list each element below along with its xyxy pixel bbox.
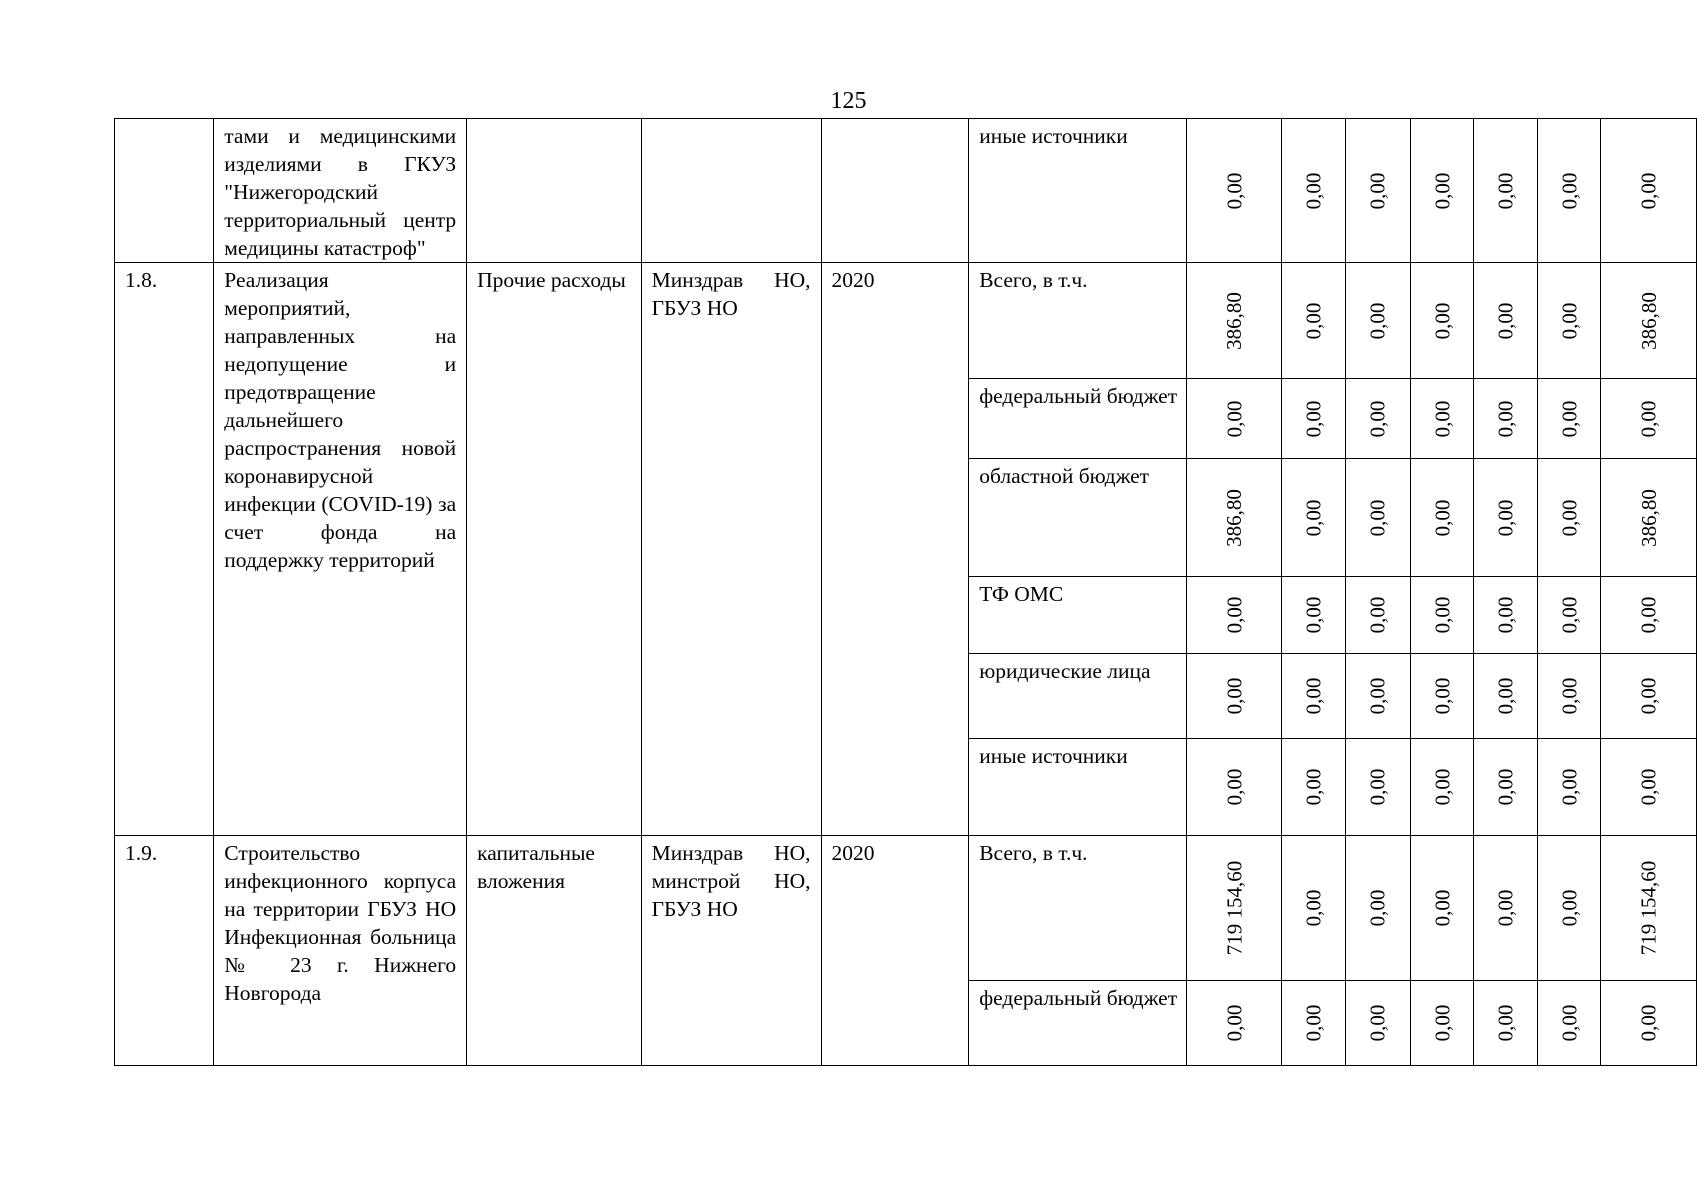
amount-cell — [1282, 577, 1346, 654]
amount-value: 0,00 — [1636, 1004, 1661, 1042]
amount-value: 0,00 — [1429, 302, 1454, 339]
amount-value: 0,00 — [1222, 596, 1247, 634]
amount-value: 0,00 — [1365, 499, 1390, 536]
amount-value: 0,00 — [1301, 400, 1326, 437]
amount-value: 0,00 — [1365, 768, 1390, 806]
amount-value: 0,00 — [1493, 172, 1518, 209]
amount-cell — [1186, 577, 1282, 654]
amount-value: 0,00 — [1429, 1004, 1454, 1042]
amount-cell — [1474, 981, 1538, 1066]
amount-cell — [1410, 654, 1474, 739]
amount-value: 0,00 — [1301, 1004, 1326, 1042]
amount-value: 0,00 — [1636, 596, 1661, 634]
amount-value: 0,00 — [1557, 302, 1582, 339]
funding-source: иные источники — [969, 119, 1187, 263]
amount-value: 0,00 — [1429, 400, 1454, 437]
amount-value: 0,00 — [1222, 172, 1247, 209]
amount-cell — [1537, 836, 1601, 981]
executor: Минздрав НО, минстрой НО, ГБУЗ НО — [641, 836, 821, 1066]
amount-value: 0,00 — [1636, 172, 1661, 209]
expense-type: капитальные вложения — [467, 836, 641, 1066]
amount-value: 0,00 — [1493, 768, 1518, 806]
year: 2020 — [821, 836, 969, 1066]
amount-value: 0,00 — [1301, 172, 1326, 209]
amount-value: 386,80 — [1636, 291, 1661, 350]
amount-cell — [1282, 263, 1346, 379]
amount-value: 0,00 — [1636, 400, 1661, 437]
amount-cell — [1601, 577, 1697, 654]
amount-value: 0,00 — [1365, 1004, 1390, 1042]
amount-cell — [1474, 379, 1538, 459]
amount-value: 0,00 — [1222, 1004, 1247, 1042]
amount-value: 0,00 — [1493, 889, 1518, 927]
amount-cell — [1410, 981, 1474, 1066]
amount-value: 0,00 — [1301, 677, 1326, 715]
year: 2020 — [821, 263, 969, 836]
amount-value: 0,00 — [1493, 499, 1518, 536]
amount-value: 0,00 — [1429, 889, 1454, 927]
amount-value: 0,00 — [1365, 677, 1390, 715]
amount-value: 386,80 — [1222, 291, 1247, 350]
amount-cell — [1346, 739, 1411, 836]
funding-source: ТФ ОМС — [969, 577, 1187, 654]
amount-cell — [1601, 379, 1697, 459]
amount-value: 0,00 — [1301, 889, 1326, 927]
amount-value: 0,00 — [1557, 400, 1582, 437]
amount-cell — [1282, 459, 1346, 577]
amount-value: 0,00 — [1493, 596, 1518, 634]
amount-cell — [1537, 379, 1601, 459]
amount-value: 0,00 — [1429, 677, 1454, 715]
amount-cell — [1282, 981, 1346, 1066]
amount-value: 0,00 — [1493, 400, 1518, 437]
amount-value: 0,00 — [1301, 499, 1326, 536]
amount-value: 0,00 — [1493, 302, 1518, 339]
amount-cell — [1346, 263, 1411, 379]
amount-value: 386,80 — [1636, 488, 1661, 547]
item-number: 1.9. — [115, 836, 214, 1066]
amount-value: 0,00 — [1429, 499, 1454, 536]
amount-value: 0,00 — [1557, 172, 1582, 209]
amount-cell — [1601, 119, 1697, 263]
table-row — [115, 263, 1697, 379]
amount-cell — [1474, 119, 1538, 263]
funding-source: областной бюджет — [969, 459, 1187, 577]
year — [821, 119, 969, 263]
amount-cell — [1282, 739, 1346, 836]
item-number — [115, 119, 214, 263]
amount-value: 0,00 — [1429, 596, 1454, 634]
amount-value: 0,00 — [1557, 596, 1582, 634]
amount-cell — [1537, 981, 1601, 1066]
amount-cell — [1186, 654, 1282, 739]
amount-cell — [1410, 379, 1474, 459]
amount-cell — [1186, 263, 1282, 379]
amount-cell — [1346, 654, 1411, 739]
funding-source: Всего, в т.ч. — [969, 263, 1187, 379]
amount-cell — [1186, 739, 1282, 836]
amount-cell — [1186, 459, 1282, 577]
amount-cell — [1474, 739, 1538, 836]
amount-value: 0,00 — [1222, 400, 1247, 437]
amount-cell — [1282, 379, 1346, 459]
amount-value: 0,00 — [1557, 499, 1582, 536]
amount-cell — [1410, 836, 1474, 981]
funding-source: федеральный бюджет — [969, 379, 1187, 459]
amount-value: 0,00 — [1222, 677, 1247, 715]
amount-cell — [1186, 981, 1282, 1066]
amount-cell — [1410, 577, 1474, 654]
amount-value: 0,00 — [1429, 172, 1454, 209]
amount-cell — [1346, 836, 1411, 981]
amount-cell — [1346, 459, 1411, 577]
amount-value: 0,00 — [1557, 677, 1582, 715]
table-row — [115, 836, 1697, 981]
item-name: тами и медицинскими изделиями в ГКУЗ "Нижегородский территориальный центр медицины катастроф" — [214, 119, 467, 263]
amount-cell — [1186, 119, 1282, 263]
expense-type: Прочие расходы — [467, 263, 641, 836]
amount-cell — [1282, 836, 1346, 981]
amount-cell — [1601, 654, 1697, 739]
amount-cell — [1474, 263, 1538, 379]
item-name: Строительство инфекционного корпуса на территории ГБУЗ НО Инфекционная больница № 23 г. Нижнего Новгорода — [214, 836, 467, 1066]
amount-value: 0,00 — [1365, 889, 1390, 927]
amount-cell — [1410, 739, 1474, 836]
funding-source: Всего, в т.ч. — [969, 836, 1187, 981]
amount-value: 719 154,60 — [1636, 860, 1661, 956]
amount-value: 0,00 — [1365, 400, 1390, 437]
amount-value: 0,00 — [1557, 1004, 1582, 1042]
amount-value: 0,00 — [1365, 596, 1390, 634]
amount-cell — [1537, 739, 1601, 836]
amount-cell — [1601, 836, 1697, 981]
amount-cell — [1410, 119, 1474, 263]
amount-cell — [1601, 263, 1697, 379]
amount-cell — [1346, 981, 1411, 1066]
amount-cell — [1601, 739, 1697, 836]
amount-cell — [1346, 119, 1411, 263]
expense-type — [467, 119, 641, 263]
amount-value: 0,00 — [1365, 172, 1390, 209]
amount-cell — [1601, 459, 1697, 577]
amount-cell — [1282, 654, 1346, 739]
amount-cell — [1474, 654, 1538, 739]
amount-value: 0,00 — [1557, 768, 1582, 806]
amount-value: 0,00 — [1557, 889, 1582, 927]
amount-cell — [1474, 577, 1538, 654]
amount-cell — [1282, 119, 1346, 263]
amount-value: 0,00 — [1301, 302, 1326, 339]
amount-value: 0,00 — [1636, 677, 1661, 715]
amount-value: 0,00 — [1429, 768, 1454, 806]
amount-cell — [1601, 981, 1697, 1066]
page-number: 125 — [830, 88, 867, 114]
amount-value: 0,00 — [1493, 677, 1518, 715]
amount-cell — [1474, 836, 1538, 981]
amount-value: 0,00 — [1493, 1004, 1518, 1042]
amount-value: 386,80 — [1222, 488, 1247, 547]
amount-value: 0,00 — [1222, 768, 1247, 806]
executor: Минздрав НО, ГБУЗ НО — [641, 263, 821, 836]
table-row — [115, 119, 1697, 263]
amount-cell — [1537, 577, 1601, 654]
amount-cell — [1410, 263, 1474, 379]
amount-cell — [1186, 379, 1282, 459]
amount-cell — [1537, 459, 1601, 577]
item-name: Реализация мероприятий, направленных на недопущение и предотвращение дальнейшего распространения новой коронавирусной инфекции (COVID-19) за счет фонда на поддержку территорий — [214, 263, 467, 836]
amount-cell — [1186, 836, 1282, 981]
amount-value: 0,00 — [1301, 768, 1326, 806]
amount-cell — [1537, 654, 1601, 739]
funding-source: федеральный бюджет — [969, 981, 1187, 1066]
amount-cell — [1537, 263, 1601, 379]
funding-source: юридические лица — [969, 654, 1187, 739]
funding-source: иные источники — [969, 739, 1187, 836]
executor — [641, 119, 821, 263]
program-table — [114, 118, 1697, 1066]
amount-cell — [1474, 459, 1538, 577]
amount-cell — [1410, 459, 1474, 577]
amount-cell — [1346, 577, 1411, 654]
amount-value: 719 154,60 — [1222, 860, 1247, 956]
item-number: 1.8. — [115, 263, 214, 836]
amount-cell — [1346, 379, 1411, 459]
amount-value: 0,00 — [1301, 596, 1326, 634]
amount-value: 0,00 — [1365, 302, 1390, 339]
amount-value: 0,00 — [1636, 768, 1661, 806]
amount-cell — [1537, 119, 1601, 263]
